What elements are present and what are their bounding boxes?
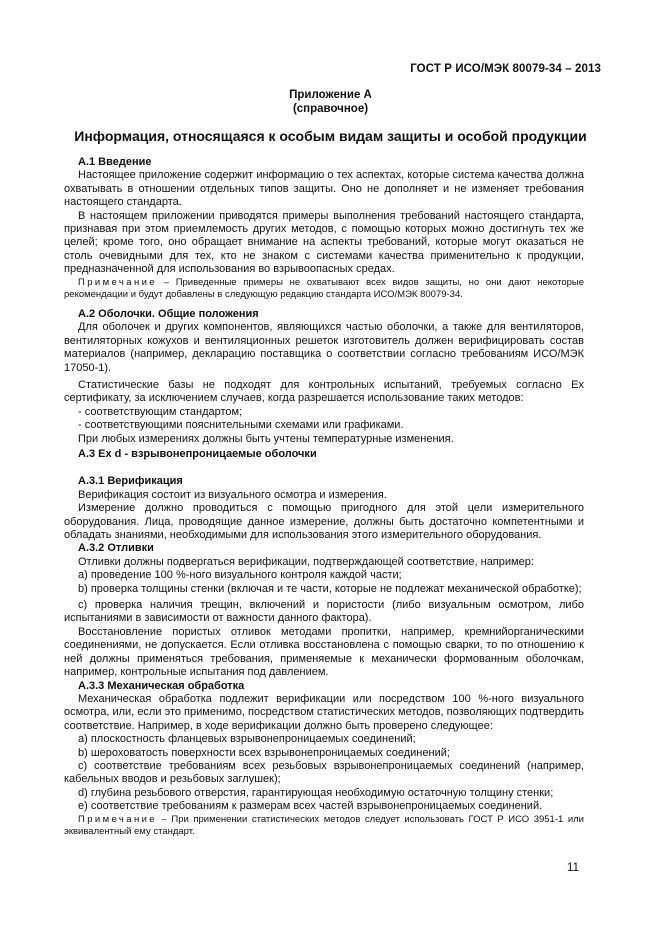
section-heading: А.1 Введение (78, 156, 152, 168)
note-label: Примечание (78, 276, 157, 288)
paragraph: В настоящем приложении приводятся примеры выполнения требований настоящего стандарта, признавая при этом приемлемость других методов, с помощью которых можно достигнуть тех же целей; кроме того, оно обращает внимание на аспекты требований, которые могут оказаться не столь очевидными для тех, кто не знаком с системами качества применительно к продукции, предназначенной для использования во взрывоопасных средах. (64, 209, 584, 276)
list-item: а) проведение 100 %-ного визуального контроля каждой части; (78, 569, 402, 582)
list-item: - соответствующим стандартом; (78, 405, 243, 418)
subsection-heading: А.3.1 Верификация (78, 475, 183, 488)
subsection-heading: А.3.3 Механическая обработка (78, 679, 245, 692)
annex-type: (справочное) (292, 103, 369, 115)
note-text: – При применении статистических методов следует использовать ГОСТ Р ИСО 3951-1 или эквивалентный ему стандарт. (64, 813, 584, 837)
list-item: e) соответствие требованиям к размерам всех частей взрывонепроницаемых соединений. (78, 800, 543, 813)
annex-title: Приложение А (289, 89, 372, 101)
list-item: b) шероховатость поверхности всех взрывонепроницаемых соединений; (78, 746, 450, 759)
paragraph: Верификация состоит из визуального осмотра и измерения. (78, 488, 387, 501)
paragraph: Для оболочек и других компонентов, являющихся частью оболочки, а также для вентиляторов, вентиляторных кожухов и вентиляционных решеток изготовитель должен верифицировать состав материалов (например, декларацию поставщика о соответствии согласно требованиям ИСО/МЭК 17050-1). (64, 321, 584, 374)
note (64, 277, 584, 301)
paragraph: Настоящее приложение содержит информацию о тех аспектах, которые система качества должна охватывать в отношении отдельных типов защиты. Оно не дополняет и не изменяет требования настоящего стандарта. (64, 169, 584, 209)
standard-designation: ГОСТ Р ИСО/МЭК 80079-34 – 2013 (410, 63, 601, 75)
list-item: c) проверка наличия трещин, включений и пористости (либо визуальным осмотром, либо испытаниями в зависимости от важности данного фактора). (64, 599, 584, 625)
paragraph: Восстановление пористых отливок методами пропитки, например, кремнийорганическими соединениями, не допускается. Если отливка восстановлена с помощью сварки, то по отношению к ней должны применяться требования, применяемые к механически формованным оболочкам, например, контрольные испытания под давлением. (64, 625, 584, 679)
note (64, 814, 584, 838)
list-item: d) глубина резьбового отверстия, гарантирующая необходимую остаточную толщину стенки; (78, 786, 554, 799)
paragraph: Механическая обработка подлежит верификации или посредством 100 %-ного визуального осмотра, или, если это применимо, посредством статистических методов, позволяющих подтвердить соответствие. Например, в ходе верификации должно быть проверено следующее: (64, 692, 584, 732)
section-a1 (64, 156, 584, 301)
note-label: Примечание (78, 813, 157, 825)
list-item: - соответствующими пояснительными схемами или графиками. (78, 419, 404, 432)
paragraph: При любых измерениях должны быть учтены температурные изменения. (78, 432, 454, 445)
section-a2 (64, 308, 584, 446)
page-number: 11 (567, 862, 579, 874)
annex-main-title: Информация, относящаяся к особым видам защиты и особой продукции (74, 128, 587, 144)
subsection-heading: А.3.2 Отливки (78, 542, 154, 555)
list-item: а) плоскостность фланцевых взрывонепроницаемых соединений; (78, 733, 416, 746)
section-a3 (64, 448, 584, 838)
annex-heading (0, 88, 661, 116)
list-item: c) соответствие требованиям всех резьбовых взрывонепроницаемых соединений (например, кабельных вводов и резьбовых заглушек); (64, 759, 584, 786)
paragraph: Отливки должны подвергаться верификации, подтверждающей соответствие, например: (78, 555, 534, 568)
paragraph: Статистические базы не подходят для контрольных испытаний, требуемых согласно Ex сертификату, за исключением случаев, когда разрешается использование таких методов: (64, 379, 584, 405)
section-heading: А.2 Оболочки. Общие положения (78, 308, 259, 320)
section-heading: А.3 Ex d - взрывонепроницаемые оболочки (78, 448, 317, 460)
note-text: – Приведенные примеры не охватывают всех видов защиты, но они дают некоторые рекомендации и будут добавлены в следующую редакцию стандарта ИСО/МЭК 80079-34. (64, 276, 584, 300)
list-item: b) проверка толщины стенки (включая и те части, которые не подлежат механической обработке); (78, 582, 582, 595)
paragraph: Измерение должно проводиться с помощью пригодного для этой цели измерительного оборудования. Лица, проводящие данное измерение, должны быть достаточно компетентными и обладать знаниями, необходимыми для использования этого измерительного оборудования. (64, 502, 584, 542)
